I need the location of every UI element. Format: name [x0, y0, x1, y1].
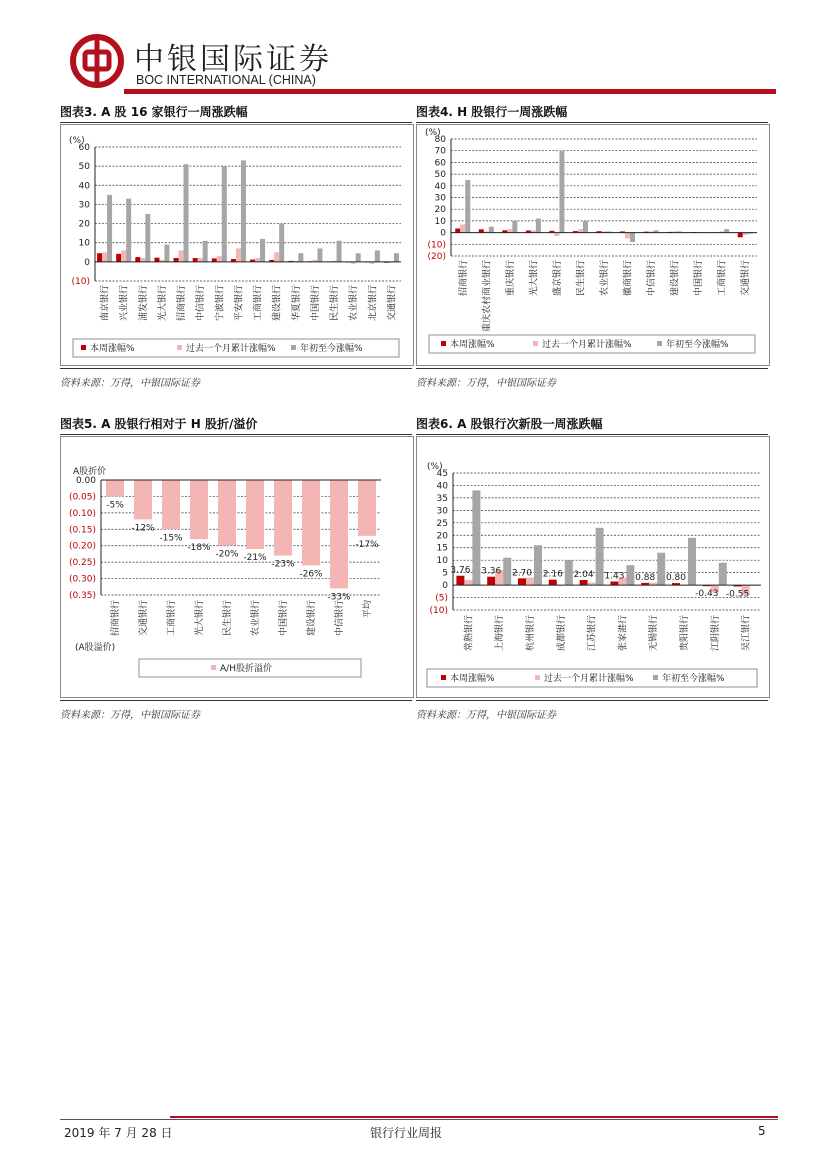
bar-3: [107, 195, 112, 262]
y-tick-label: 30: [436, 506, 448, 517]
x-category-label: 建设银行: [272, 285, 283, 322]
data-label: -0.43: [695, 589, 719, 600]
footer-page-number: 5: [758, 1124, 766, 1138]
y-tick-label: 10: [434, 216, 446, 227]
x-category-label: 成都银行: [556, 615, 567, 652]
y-tick-label: 20: [78, 219, 90, 230]
bar-1: [302, 480, 320, 565]
bar-1: [190, 480, 208, 539]
bar-3: [534, 545, 542, 585]
legend-swatch: [535, 675, 540, 680]
x-category-label: 兴业银行: [119, 285, 130, 322]
bar-1: [174, 258, 179, 262]
data-label: -20%: [215, 549, 239, 560]
figure-5-source: 资料来源：万得，中银国际证券: [60, 710, 200, 721]
bar-3: [489, 227, 494, 233]
bar-3: [203, 241, 208, 262]
bar-1: [162, 480, 180, 529]
y-tick-label: 40: [78, 181, 90, 192]
brand-name-zh: 中银国际证券: [134, 42, 332, 77]
y-tick-label: 80: [434, 135, 446, 145]
bar-1: [218, 480, 236, 546]
y-tick-label: (0.20): [68, 541, 96, 552]
y-tick-label: (0.25): [68, 558, 96, 569]
x-category-label: 重庆银行: [505, 260, 516, 297]
data-label: -21%: [243, 553, 267, 563]
bar-2: [236, 248, 241, 261]
figure-6-chart: [416, 436, 770, 698]
bar-2: [121, 250, 126, 261]
y-tick-label: 20: [434, 205, 446, 216]
bar-2: [578, 229, 583, 233]
y-tick-label: 5: [442, 568, 448, 579]
figure-5-source-rule: [60, 700, 412, 701]
x-category-label: 农业银行: [251, 600, 261, 637]
data-label: 3.76: [450, 565, 471, 576]
bar-3: [596, 528, 604, 585]
y-tick-label: 10: [78, 238, 90, 249]
bar-3: [688, 538, 696, 585]
legend-label: 过去一个月累计涨幅%: [186, 344, 276, 354]
x-category-label: 光大银行: [157, 285, 168, 322]
footer-date: 2019 年 7 月 28 日: [64, 1126, 173, 1140]
x-category-label: 贵阳银行: [680, 615, 690, 652]
figure-4-source-rule: [416, 368, 768, 369]
bar-3: [630, 233, 635, 242]
y-tick-label: (0.05): [68, 492, 96, 503]
bar-2: [274, 252, 279, 262]
figure-6-rule: [416, 434, 768, 435]
x-category-label: 光大银行: [195, 600, 205, 637]
footer-report-title: 银行行业周报: [370, 1126, 443, 1140]
y-axis-bottom-label: (A股溢价): [75, 643, 116, 653]
x-category-label: 招商银行: [458, 260, 469, 297]
bar-1: [549, 580, 557, 585]
bar-3: [559, 151, 564, 233]
x-category-label: 华夏银行: [291, 285, 302, 322]
figure-4-chart: [416, 124, 770, 366]
y-tick-label: 40: [436, 481, 448, 492]
y-tick-label: 10: [436, 556, 448, 567]
x-category-label: 平均: [363, 600, 373, 619]
bar-3: [241, 160, 246, 261]
bar-3: [279, 224, 284, 262]
x-category-label: 平安银行: [234, 285, 245, 322]
y-tick-label: 25: [436, 518, 448, 529]
figure-5-chart: [60, 436, 414, 698]
bar-1: [97, 253, 102, 262]
figure-3-title: 图表3. A 股 16 家银行一周涨跌幅: [60, 105, 248, 119]
y-tick-label: 0: [440, 228, 446, 239]
bar-2: [140, 258, 145, 262]
data-label: 1.43: [604, 571, 625, 582]
figure-4-source: 资料来源：万得，中银国际证券: [416, 378, 556, 389]
x-category-label: 中国银行: [279, 600, 289, 637]
bar-2: [625, 233, 630, 239]
x-category-label: 常熟银行: [464, 615, 475, 652]
legend-label: 本周涨幅%: [90, 344, 135, 354]
x-category-label: 吴江银行: [741, 615, 752, 652]
y-tick-label: (0.30): [68, 574, 96, 585]
bar-3: [222, 166, 227, 262]
y-tick-label: 15: [436, 543, 448, 554]
x-category-label: 中国银行: [694, 260, 705, 297]
figure-4-title: 图表4. H 股银行一周涨跌幅: [416, 105, 568, 119]
data-label: 0.88: [635, 572, 656, 583]
bar-1: [518, 578, 526, 585]
y-tick-label: 60: [434, 158, 446, 169]
x-category-label: 江苏银行: [587, 615, 598, 652]
figure-6-title: 图表6. A 股银行次新股一周涨跌幅: [416, 417, 603, 431]
legend-label: 年初至今涨幅%: [300, 344, 363, 354]
bar-3: [164, 245, 169, 262]
y-tick-label: 50: [434, 170, 446, 181]
bar-3: [583, 221, 588, 233]
y-tick-label: 60: [78, 143, 90, 153]
x-category-label: 民生银行: [223, 600, 233, 637]
x-category-label: 建设银行: [670, 260, 681, 297]
data-label: -18%: [187, 543, 211, 554]
x-category-label: 交通银行: [139, 600, 149, 637]
x-category-label: 中信银行: [647, 260, 658, 297]
y-tick-label: 0.00: [75, 476, 96, 486]
legend-label: 本周涨幅%: [450, 340, 495, 350]
x-category-label: 民生银行: [576, 260, 587, 297]
x-category-label: 农业银行: [349, 285, 360, 322]
bar-3: [145, 214, 150, 262]
data-label: -33%: [327, 592, 351, 603]
data-label: -5%: [106, 500, 124, 511]
y-tick-label: 20: [436, 531, 448, 542]
bar-2: [526, 578, 534, 585]
figure-6-source: 资料来源：万得，中银国际证券: [416, 710, 556, 721]
bar-3: [536, 219, 541, 233]
x-category-label: 张家港行: [618, 615, 629, 652]
figure-3-chart: [60, 124, 414, 366]
x-category-label: 无锡银行: [649, 615, 660, 652]
bar-3: [126, 199, 131, 262]
y-tick-label: (10): [427, 240, 446, 251]
bar-1: [330, 480, 348, 588]
legend-swatch: [441, 341, 446, 346]
x-category-label: 重庆农村商业银行: [482, 260, 493, 333]
x-category-label: 招商银行: [111, 600, 121, 637]
x-category-label: 北京银行: [368, 285, 379, 322]
legend-swatch: [653, 675, 658, 680]
bar-2: [179, 250, 184, 261]
x-category-label: 南京银行: [100, 285, 111, 322]
data-label: 2.16: [542, 569, 563, 580]
x-category-label: 光大银行: [529, 260, 540, 297]
y-tick-label: 0: [442, 581, 448, 592]
legend-label: 年初至今涨幅%: [662, 674, 725, 684]
data-label: -23%: [271, 559, 295, 570]
y-axis-unit: (%): [427, 462, 443, 472]
legend-label: 过去一个月累计涨幅%: [542, 340, 632, 350]
bar-1: [456, 576, 464, 585]
y-tick-label: 30: [78, 200, 90, 211]
page-header: [0, 0, 827, 100]
bar-3: [184, 164, 189, 262]
bar-3: [375, 250, 380, 261]
bar-2: [507, 229, 512, 233]
data-label: 2.04: [573, 570, 594, 581]
y-tick-label: (10): [429, 606, 448, 616]
y-tick-label: 50: [78, 162, 90, 173]
legend-swatch: [441, 675, 446, 680]
legend-swatch: [533, 341, 538, 346]
x-category-label: 工商银行: [167, 600, 177, 637]
x-category-label: 交通银行: [387, 285, 398, 322]
data-label: 2.70: [511, 568, 533, 579]
data-label: -12%: [131, 523, 155, 534]
x-category-label: 工商银行: [717, 260, 728, 297]
bar-3: [394, 253, 399, 262]
y-tick-label: 45: [436, 469, 448, 479]
bar-2: [217, 256, 222, 262]
bar-1: [134, 480, 152, 519]
bar-3: [260, 239, 265, 262]
boc-logo-icon: [70, 34, 124, 88]
bar-1: [193, 258, 198, 262]
y-tick-label: 0: [84, 257, 90, 268]
figure-5-title: 图表5. A 股银行相对于 H 股折/溢价: [60, 417, 258, 431]
bar-3: [724, 229, 729, 233]
figure-5-rule: [60, 434, 412, 435]
legend-label: 年初至今涨幅%: [666, 340, 729, 350]
y-tick-label: (10): [71, 277, 90, 287]
bar-1: [487, 577, 495, 585]
y-tick-label: 70: [434, 146, 446, 157]
x-category-label: 浦发银行: [138, 285, 149, 322]
y-axis-unit: (%): [69, 136, 85, 146]
legend-label: A/H股折溢价: [220, 664, 272, 674]
legend-swatch: [291, 345, 296, 350]
y-tick-label: (20): [427, 252, 446, 262]
bar-1: [212, 258, 217, 261]
bar-2: [102, 252, 107, 262]
bar-3: [356, 253, 361, 262]
x-category-label: 建设银行: [307, 600, 317, 637]
bar-1: [106, 480, 124, 496]
data-label: -15%: [159, 533, 183, 544]
figure-4-rule: [416, 122, 768, 123]
bar-1: [274, 480, 292, 556]
x-category-label: 农业银行: [600, 260, 610, 297]
bar-1: [358, 480, 376, 536]
data-label: -0.55: [725, 589, 750, 600]
bar-2: [255, 258, 260, 262]
bar-1: [455, 229, 460, 233]
bar-3: [657, 553, 665, 585]
bar-1: [246, 480, 264, 549]
brand-name-en: BOC INTERNATIONAL (CHINA): [136, 73, 316, 87]
bar-2: [554, 233, 559, 237]
bar-2: [464, 580, 472, 585]
bar-3: [626, 565, 634, 585]
bar-1: [154, 258, 159, 262]
x-category-label: 上海银行: [495, 615, 506, 652]
bar-3: [337, 241, 342, 262]
x-category-label: 江阴银行: [710, 615, 721, 652]
y-tick-label: (0.15): [68, 525, 96, 536]
header-red-bar: [124, 89, 776, 94]
x-category-label: 杭州银行: [526, 615, 536, 652]
x-category-label: 盛京银行: [552, 260, 563, 297]
figure-3-rule: [60, 122, 412, 123]
bar-1: [580, 580, 588, 585]
y-tick-label: 30: [434, 193, 446, 204]
bar-3: [317, 248, 322, 261]
bar-1: [116, 254, 121, 262]
y-tick-label: 40: [434, 181, 446, 192]
x-category-label: 中信银行: [196, 285, 207, 322]
bar-1: [610, 582, 618, 586]
x-category-label: 工商银行: [253, 285, 264, 322]
bar-2: [198, 258, 203, 262]
footer-red-bar: [170, 1116, 778, 1118]
y-tick-label: 35: [436, 493, 448, 504]
x-category-label: 招商银行: [177, 285, 188, 322]
legend-label: 本周涨幅%: [450, 674, 495, 684]
y-axis-top-label: A股折价: [73, 467, 107, 477]
x-category-label: 中信银行: [335, 600, 345, 637]
figure-3-source-rule: [60, 368, 412, 369]
data-label: -26%: [299, 569, 323, 580]
bar-3: [465, 180, 470, 233]
data-label: -17%: [355, 539, 379, 550]
x-category-label: 徽商银行: [623, 260, 634, 297]
bar-3: [503, 558, 511, 585]
figure-3-source: 资料来源：万得，中银国际证券: [60, 378, 200, 389]
bar-1: [135, 257, 140, 262]
figure-6-source-rule: [416, 700, 768, 701]
legend-swatch: [177, 345, 182, 350]
data-label: 0.80: [665, 573, 687, 584]
data-label: 3.36: [481, 566, 502, 577]
footer-rule: [60, 1119, 778, 1120]
legend-swatch: [81, 345, 86, 350]
bar-3: [719, 563, 727, 585]
legend-swatch: [657, 341, 662, 346]
y-axis-unit: (%): [425, 128, 441, 138]
y-tick-label: (5): [435, 593, 448, 604]
x-category-label: 中国银行: [310, 285, 321, 322]
bar-3: [472, 490, 480, 585]
y-tick-label: (0.10): [68, 508, 96, 519]
bar-3: [298, 253, 303, 262]
bar-3: [512, 221, 517, 233]
x-category-label: 交通银行: [741, 260, 752, 297]
x-category-label: 民生银行: [330, 285, 341, 322]
bar-2: [460, 224, 465, 232]
y-tick-label: (0.35): [68, 591, 96, 601]
legend-swatch: [211, 665, 216, 670]
bar-1: [738, 233, 743, 238]
bar-3: [565, 560, 573, 585]
x-category-label: 宁波银行: [215, 285, 226, 322]
legend-label: 过去一个月累计涨幅%: [544, 674, 634, 684]
